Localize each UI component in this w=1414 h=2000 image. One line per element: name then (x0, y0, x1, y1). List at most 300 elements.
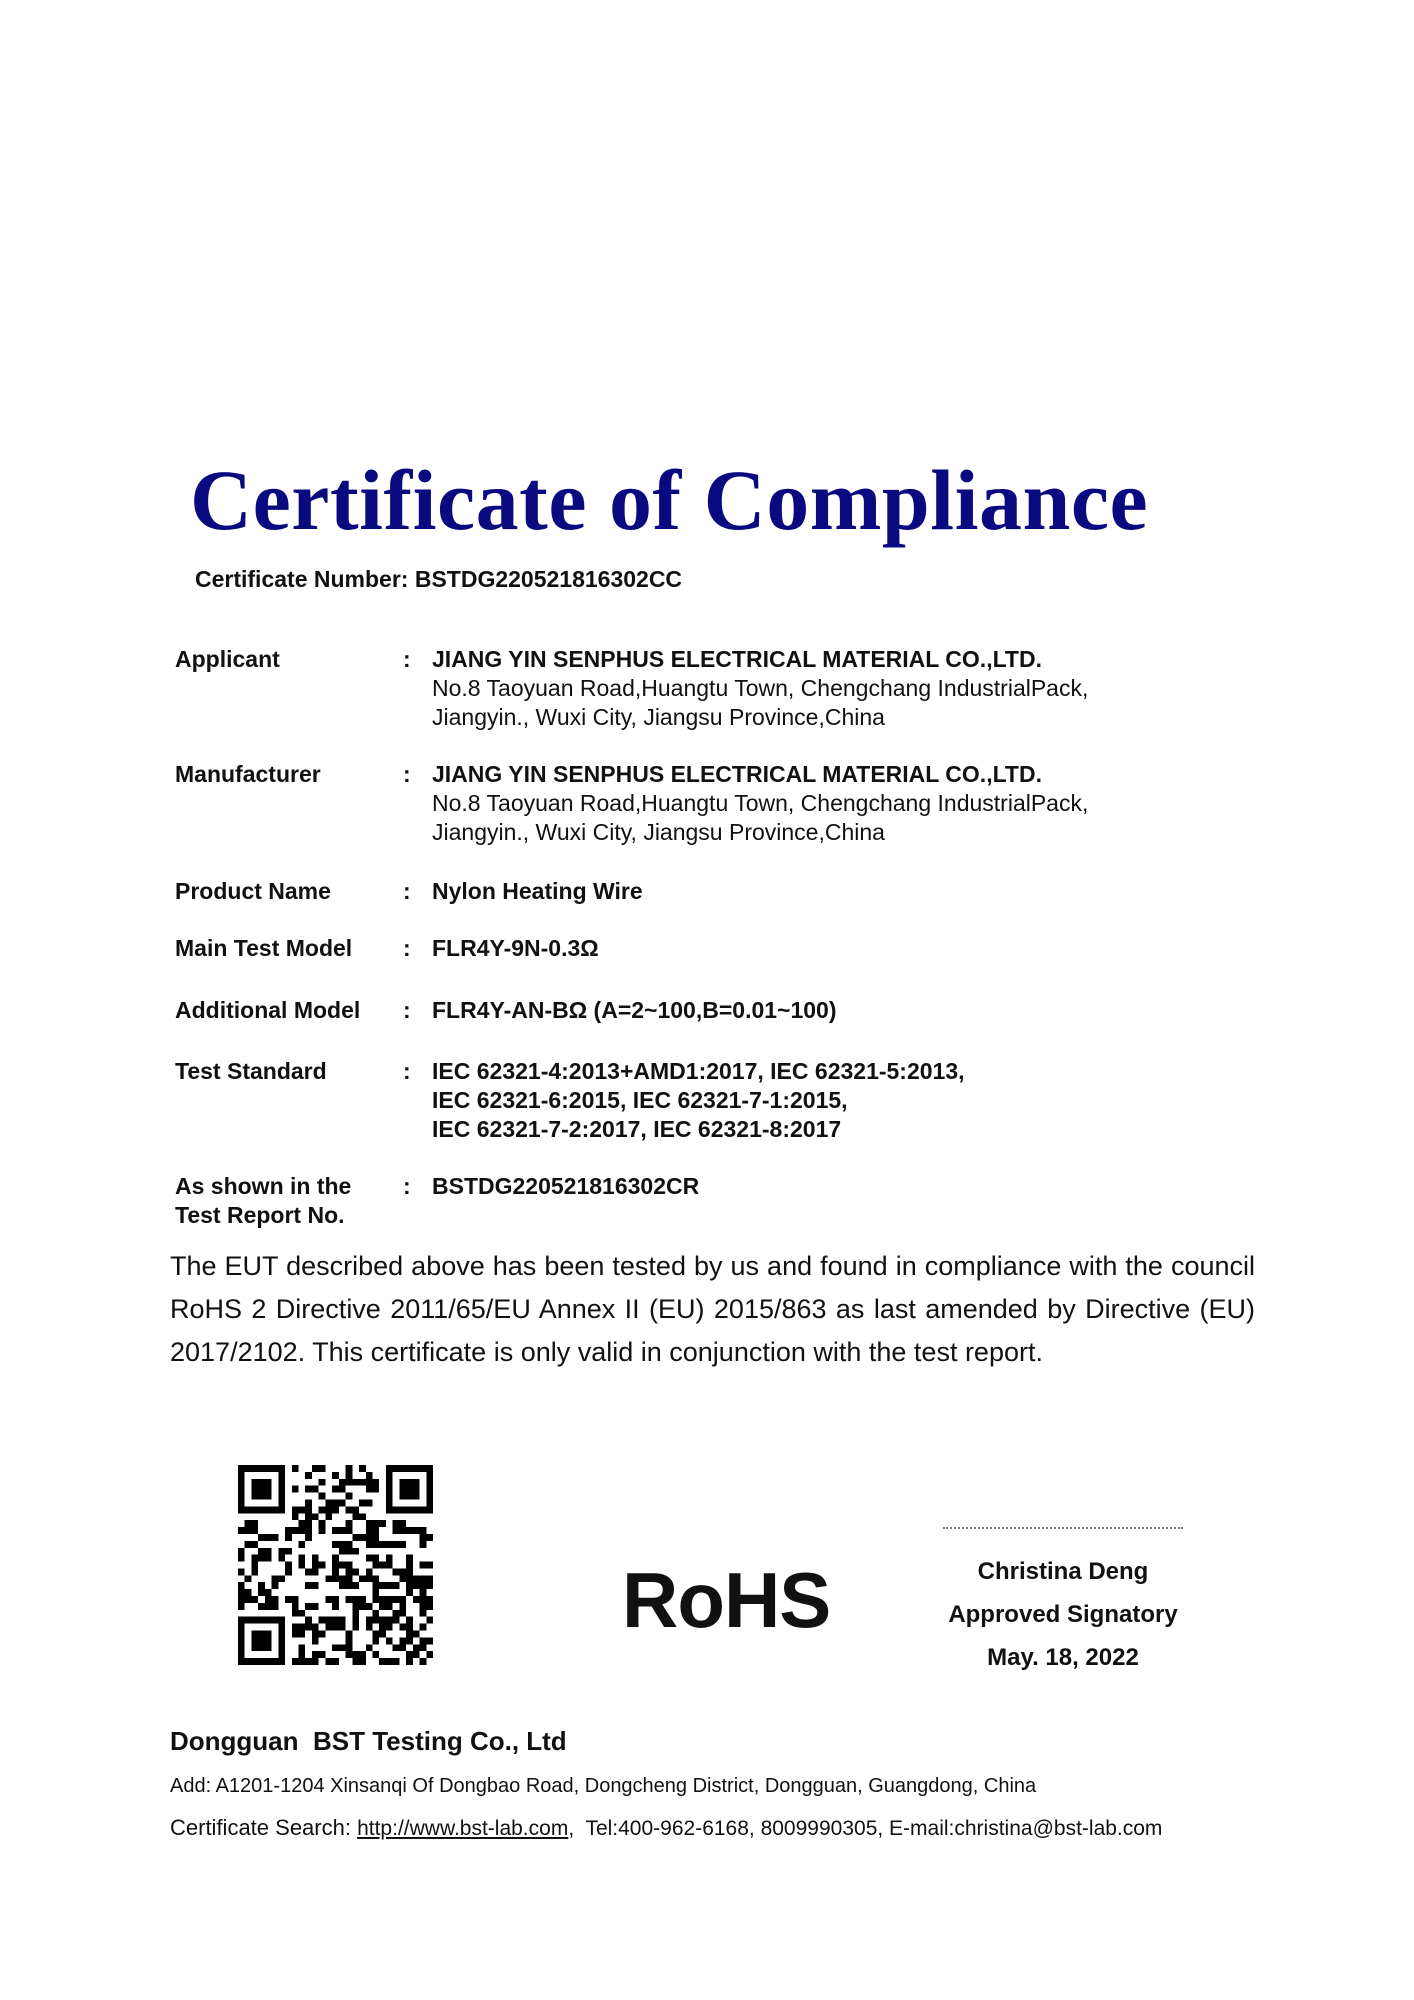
qr-module (393, 1610, 400, 1617)
qr-module (332, 1603, 339, 1610)
qr-module (258, 1644, 265, 1651)
qr-module (346, 1479, 353, 1486)
qr-module (265, 1465, 272, 1472)
qr-module (299, 1658, 306, 1665)
qr-module (305, 1472, 312, 1479)
qr-module (386, 1506, 393, 1513)
test-report-label-line1: As shown in the (175, 1173, 352, 1199)
qr-module (332, 1617, 339, 1624)
qr-module (393, 1520, 400, 1527)
qr-module (386, 1479, 393, 1486)
qr-module (238, 1603, 245, 1610)
qr-module (299, 1610, 306, 1617)
qr-module (399, 1479, 406, 1486)
applicant-address-line1: No.8 Taoyuan Road,Huangtu Town, Chengchang IndustrialPack, (432, 675, 1089, 701)
qr-module (386, 1499, 393, 1506)
qr-module (272, 1603, 279, 1610)
applicant-address-line2: Jiangyin., Wuxi City, Jiangsu Province,China (432, 704, 885, 730)
qr-module (413, 1596, 420, 1603)
qr-module (312, 1582, 319, 1589)
certificate-number (195, 566, 682, 593)
qr-module (258, 1637, 265, 1644)
qr-module (238, 1568, 245, 1575)
qr-module (258, 1631, 265, 1638)
qr-module (366, 1486, 373, 1493)
qr-module (272, 1658, 279, 1665)
qr-module (312, 1651, 319, 1658)
qr-module (413, 1631, 420, 1638)
qr-module (251, 1617, 258, 1624)
qr-module (420, 1465, 427, 1472)
qr-module (292, 1486, 299, 1493)
qr-module (332, 1568, 339, 1575)
qr-module (292, 1658, 299, 1665)
qr-module (359, 1603, 366, 1610)
qr-module (278, 1548, 285, 1555)
qr-module (292, 1603, 299, 1610)
qr-module (299, 1562, 306, 1569)
qr-module (346, 1631, 353, 1638)
qr-module (399, 1527, 406, 1534)
qr-module (305, 1520, 312, 1527)
qr-module (325, 1499, 332, 1506)
qr-module (346, 1465, 353, 1472)
qr-module (420, 1527, 427, 1534)
qr-module (238, 1465, 245, 1472)
manufacturer-value (432, 760, 1088, 847)
qr-module (386, 1541, 393, 1548)
qr-module (265, 1493, 272, 1500)
qr-module (359, 1658, 366, 1665)
qr-module (292, 1506, 299, 1513)
qr-module (299, 1624, 306, 1631)
qr-module (258, 1506, 265, 1513)
qr-module (406, 1651, 413, 1658)
qr-module (299, 1541, 306, 1548)
qr-module (332, 1499, 339, 1506)
qr-module (285, 1562, 292, 1569)
qr-module (406, 1562, 413, 1569)
qr-module (285, 1534, 292, 1541)
qr-module (399, 1520, 406, 1527)
qr-module (399, 1603, 406, 1610)
footer-contact: , Tel:400-962-6168, 8009990305, E-mail:christina@bst-lab.com (568, 1817, 1163, 1840)
qr-module (245, 1520, 252, 1527)
qr-module (258, 1617, 265, 1624)
qr-module (372, 1589, 379, 1596)
qr-module (393, 1465, 400, 1472)
qr-module (238, 1506, 245, 1513)
qr-module (359, 1465, 366, 1472)
qr-module (332, 1472, 339, 1479)
qr-module (420, 1596, 427, 1603)
qr-module (406, 1575, 413, 1582)
qr-module (372, 1520, 379, 1527)
qr-module (413, 1651, 420, 1658)
qr-module (278, 1479, 285, 1486)
signatory-name: Christina Deng (977, 1558, 1149, 1585)
qr-module (399, 1596, 406, 1603)
qr-module (258, 1493, 265, 1500)
qr-module (265, 1658, 272, 1665)
qr-module (251, 1486, 258, 1493)
qr-module (332, 1555, 339, 1562)
qr-module (278, 1493, 285, 1500)
qr-module (346, 1527, 353, 1534)
qr-module (413, 1486, 420, 1493)
product-name-value: Nylon Heating Wire (432, 878, 643, 904)
qr-module (399, 1644, 406, 1651)
rohs-logo: RoHS (622, 1556, 831, 1644)
qr-module (379, 1541, 386, 1548)
qr-module (413, 1644, 420, 1651)
qr-module (379, 1617, 386, 1624)
qr-module (299, 1506, 306, 1513)
qr-module (272, 1582, 279, 1589)
qr-code-graphic (238, 1465, 433, 1665)
qr-module (339, 1548, 346, 1555)
qr-module (372, 1582, 379, 1589)
qr-module (339, 1486, 346, 1493)
qr-module (426, 1499, 433, 1506)
qr-module (258, 1582, 265, 1589)
qr-module (265, 1644, 272, 1651)
qr-module (379, 1624, 386, 1631)
qr-module (359, 1499, 366, 1506)
qr-module (386, 1562, 393, 1569)
qr-module (319, 1479, 326, 1486)
qr-module (238, 1499, 245, 1506)
qr-module (238, 1617, 245, 1624)
qr-module (426, 1617, 433, 1624)
qr-module (406, 1589, 413, 1596)
qr-module (366, 1520, 373, 1527)
qr-module (426, 1596, 433, 1603)
qr-module (346, 1582, 353, 1589)
qr-module (393, 1644, 400, 1651)
qr-module (278, 1617, 285, 1624)
qr-module (305, 1568, 312, 1575)
qr-module (305, 1506, 312, 1513)
qr-module (352, 1596, 359, 1603)
separator: : (403, 997, 411, 1023)
qr-module (251, 1541, 258, 1548)
qr-module (372, 1562, 379, 1569)
qr-module (372, 1651, 379, 1658)
qr-module (332, 1527, 339, 1534)
qr-module (272, 1575, 279, 1582)
qr-module (420, 1575, 427, 1582)
manufacturer-label: Manufacturer (175, 761, 321, 787)
qr-module (325, 1513, 332, 1520)
qr-module (299, 1644, 306, 1651)
qr-module (312, 1562, 319, 1569)
qr-module (319, 1465, 326, 1472)
qr-module (366, 1624, 373, 1631)
footer-certificate-search (170, 1815, 1162, 1841)
qr-module (359, 1651, 366, 1658)
qr-module (379, 1562, 386, 1569)
qr-module (312, 1465, 319, 1472)
qr-module (426, 1465, 433, 1472)
qr-module (339, 1575, 346, 1582)
qr-module (379, 1603, 386, 1610)
certificate-number-value: BSTDG220521816302CC (414, 566, 683, 592)
qr-module (399, 1568, 406, 1575)
qr-module (406, 1637, 413, 1644)
qr-module (399, 1637, 406, 1644)
qr-module (278, 1658, 285, 1665)
qr-module (245, 1589, 252, 1596)
qr-module (292, 1631, 299, 1638)
qr-module (305, 1486, 312, 1493)
qr-module (346, 1506, 353, 1513)
qr-module (386, 1555, 393, 1562)
qr-module (386, 1596, 393, 1603)
qr-module (406, 1465, 413, 1472)
qr-module (238, 1479, 245, 1486)
qr-module (406, 1617, 413, 1624)
qr-module (312, 1555, 319, 1562)
qr-module (379, 1582, 386, 1589)
qr-module (413, 1493, 420, 1500)
qr-module (359, 1534, 366, 1541)
qr-module (299, 1631, 306, 1638)
qr-module (406, 1527, 413, 1534)
qr-module (346, 1596, 353, 1603)
certificate-search-link[interactable]: http://www.bst-lab.com (357, 1817, 569, 1840)
qr-module (251, 1637, 258, 1644)
qr-module (393, 1527, 400, 1534)
qr-module (305, 1499, 312, 1506)
qr-module (251, 1520, 258, 1527)
qr-module (272, 1617, 279, 1624)
qr-module (339, 1582, 346, 1589)
qr-module (305, 1617, 312, 1624)
qr-module (386, 1624, 393, 1631)
qr-module (278, 1465, 285, 1472)
qr-module (406, 1582, 413, 1589)
qr-module (426, 1506, 433, 1513)
qr-module (413, 1506, 420, 1513)
qr-module (278, 1631, 285, 1638)
qr-module (265, 1534, 272, 1541)
qr-module (386, 1582, 393, 1589)
qr-module (285, 1568, 292, 1575)
manufacturer-address-line1: No.8 Taoyuan Road,Huangtu Town, Chengchang IndustrialPack, (432, 790, 1089, 816)
qr-module (265, 1596, 272, 1603)
signatory-role: Approved Signatory (948, 1601, 1178, 1628)
qr-module (312, 1486, 319, 1493)
qr-module (285, 1527, 292, 1534)
separator: : (403, 1058, 411, 1084)
test-standard-line: IEC 62321-6:2015, IEC 62321-7-1:2015, (432, 1087, 848, 1113)
qr-module (366, 1472, 373, 1479)
qr-module (319, 1617, 326, 1624)
signature-line (943, 1527, 1183, 1529)
qr-module (346, 1575, 353, 1582)
qr-module (265, 1603, 272, 1610)
qr-module (272, 1596, 279, 1603)
qr-module (251, 1506, 258, 1513)
qr-module (399, 1493, 406, 1500)
qr-module (352, 1658, 359, 1665)
qr-module (413, 1575, 420, 1582)
qr-module (292, 1610, 299, 1617)
qr-module (319, 1520, 326, 1527)
qr-module (238, 1596, 245, 1603)
qr-module (420, 1562, 427, 1569)
qr-module (265, 1486, 272, 1493)
qr-module (372, 1541, 379, 1548)
qr-module (352, 1582, 359, 1589)
qr-module (420, 1644, 427, 1651)
qr-module (285, 1548, 292, 1555)
qr-module (406, 1506, 413, 1513)
qr-module (251, 1644, 258, 1651)
qr-module (359, 1596, 366, 1603)
product-name-label: Product Name (175, 878, 331, 904)
qr-module (332, 1596, 339, 1603)
qr-module (332, 1506, 339, 1513)
qr-module (352, 1506, 359, 1513)
qr-module (426, 1472, 433, 1479)
qr-module (325, 1506, 332, 1513)
qr-module (332, 1486, 339, 1493)
qr-module (312, 1603, 319, 1610)
qr-module (426, 1562, 433, 1569)
qr-module (366, 1603, 373, 1610)
qr-module (413, 1527, 420, 1534)
qr-module (251, 1493, 258, 1500)
qr-module (312, 1631, 319, 1638)
qr-module (251, 1658, 258, 1665)
qr-module (413, 1479, 420, 1486)
qr-module (426, 1575, 433, 1582)
signature-date: May. 18, 2022 (987, 1644, 1139, 1671)
qr-module (332, 1644, 339, 1651)
qr-module (305, 1534, 312, 1541)
qr-module (278, 1644, 285, 1651)
qr-module (406, 1486, 413, 1493)
qr-module (366, 1617, 373, 1624)
qr-module (312, 1624, 319, 1631)
qr-module (372, 1486, 379, 1493)
qr-module (413, 1582, 420, 1589)
qr-module (393, 1582, 400, 1589)
qr-module (406, 1631, 413, 1638)
qr-module (245, 1617, 252, 1624)
qr-module (238, 1548, 245, 1555)
qr-module (393, 1541, 400, 1548)
qr-module (399, 1486, 406, 1493)
qr-module (372, 1610, 379, 1617)
qr-module (339, 1499, 346, 1506)
main-test-model-label: Main Test Model (175, 935, 353, 961)
qr-module (386, 1486, 393, 1493)
qr-module (305, 1582, 312, 1589)
qr-module (305, 1527, 312, 1534)
qr-module (278, 1555, 285, 1562)
qr-module (292, 1624, 299, 1631)
qr-module (372, 1575, 379, 1582)
qr-module (366, 1541, 373, 1548)
qr-module (265, 1555, 272, 1562)
qr-module (245, 1465, 252, 1472)
qr-module (352, 1610, 359, 1617)
qr-module (292, 1513, 299, 1520)
qr-module (319, 1493, 326, 1500)
qr-module (339, 1562, 346, 1569)
qr-module (420, 1582, 427, 1589)
qr-module (372, 1631, 379, 1638)
qr-module (325, 1658, 332, 1665)
qr-module (278, 1499, 285, 1506)
qr-module (406, 1493, 413, 1500)
qr-module (346, 1493, 353, 1500)
qr-module (332, 1562, 339, 1569)
qr-module (265, 1479, 272, 1486)
qr-module (372, 1617, 379, 1624)
qr-module (238, 1637, 245, 1644)
qr-module (339, 1624, 346, 1631)
main-test-model-value: FLR4Y-9N-0.3Ω (432, 935, 599, 961)
qr-module (346, 1651, 353, 1658)
qr-module (399, 1575, 406, 1582)
qr-module (426, 1651, 433, 1658)
qr-module (352, 1568, 359, 1575)
qr-module (393, 1568, 400, 1575)
qr-module (366, 1479, 373, 1486)
qr-module (299, 1520, 306, 1527)
qr-module (251, 1562, 258, 1569)
qr-module (312, 1513, 319, 1520)
qr-module (272, 1506, 279, 1513)
qr-code-icon (238, 1465, 433, 1665)
qr-module (312, 1637, 319, 1644)
qr-module (359, 1575, 366, 1582)
qr-module (372, 1596, 379, 1603)
qr-module (352, 1617, 359, 1624)
qr-module (258, 1603, 265, 1610)
qr-module (245, 1658, 252, 1665)
qr-module (319, 1527, 326, 1534)
qr-module (366, 1644, 373, 1651)
qr-module (332, 1658, 339, 1665)
qr-module (386, 1617, 393, 1624)
qr-module (258, 1486, 265, 1493)
qr-module (299, 1555, 306, 1562)
qr-module (426, 1486, 433, 1493)
footer-company-name: Dongguan BST Testing Co., Ltd (170, 1726, 567, 1756)
applicant-company: JIANG YIN SENPHUS ELECTRICAL MATERIAL CO.,LTD. (432, 646, 1042, 672)
qr-module (325, 1596, 332, 1603)
applicant-value (432, 645, 1088, 732)
qr-module (258, 1479, 265, 1486)
qr-module (251, 1465, 258, 1472)
test-standard-value (432, 1057, 965, 1144)
qr-module (238, 1527, 245, 1534)
qr-module (372, 1527, 379, 1534)
qr-module (406, 1479, 413, 1486)
qr-module (406, 1658, 413, 1665)
qr-module (258, 1555, 265, 1562)
qr-module (339, 1617, 346, 1624)
qr-module (379, 1658, 386, 1665)
qr-module (420, 1506, 427, 1513)
qr-module (352, 1534, 359, 1541)
qr-module (238, 1624, 245, 1631)
